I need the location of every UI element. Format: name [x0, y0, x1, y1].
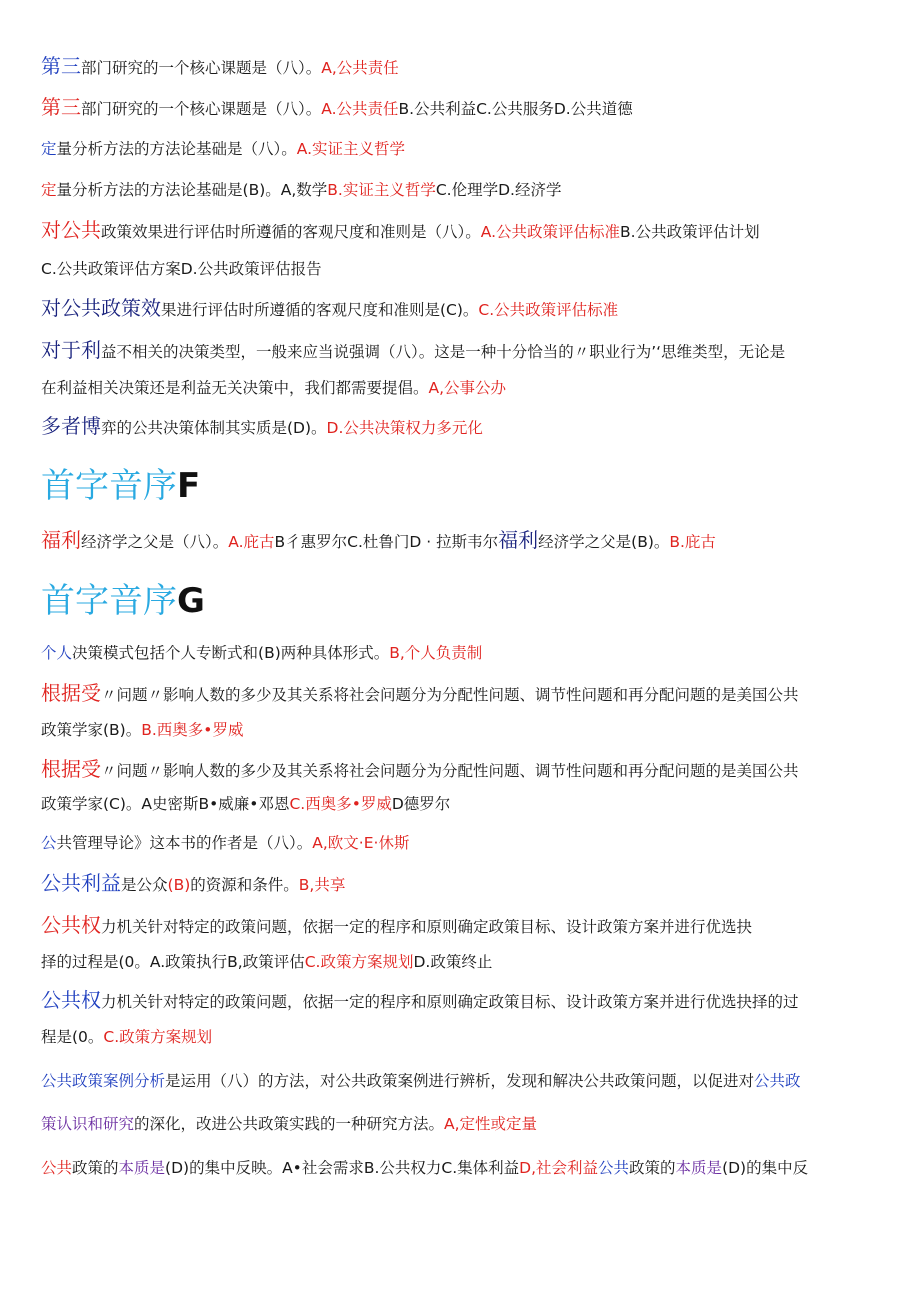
section-heading-g: 首字音序G: [41, 581, 205, 621]
question-line: 对公共政策效果进行评估时所遵循的客观尺度和准则是(C)。C.公共政策评估标准: [41, 296, 619, 320]
question-line: 择的过程是(0。A.政策执行B,政策评估C.政策方案规划D.政策终止: [41, 953, 493, 971]
question-line: 公共政策案例分析是运用（八）的方法，对公共政策案例进行辨析，发现和解决公共政策问题，以促进对公共政: [41, 1072, 801, 1090]
question-line: 根据受〃问题〃影响人数的多少及其关系将社会问题分为分配性问题、调节性问题和再分配问题的是美国公共: [41, 681, 799, 705]
question-line: 政策学家(B)。B.西奥多•罗威: [41, 721, 244, 739]
question-line: 程是(0。C.政策方案规划: [41, 1028, 213, 1046]
question-line: 对公共政策效果进行评估时所遵循的客观尺度和准则是（八）。A.公共政策评估标准B.公共政策评估计划: [41, 218, 760, 242]
question-line: 定量分析方法的方法论基础是（八）。A.实证主义哲学: [41, 140, 406, 158]
question-line: 福利经济学之父是（八）。A.庇古B彳惠罗尔C.杜鲁门D · 拉斯韦尔福利经济学之父是(B)。B.庇古: [41, 528, 716, 552]
question-line: 公共管理导论》这本书的作者是（八）。A,欧文·E·休斯: [41, 834, 410, 852]
question-line: 政策学家(C)。A史密斯B•威廉•邓恩C.西奥多•罗威D德罗尔: [41, 795, 451, 813]
question-line: 公共权力机关针对特定的政策问题，依据一定的程序和原则确定政策目标、设计政策方案并进行优选抉择的过: [41, 988, 799, 1012]
question-line: 策认识和研究的深化，改进公共政策实践的一种研究方法。A,定性或定量: [41, 1115, 538, 1133]
question-line: C.公共政策评估方案D.公共政策评估报告: [41, 260, 322, 278]
question-line: 对于利益不相关的决策类型，一般来应当说强调（八）。这是一种十分恰当的〃职业行为’‘思维类型，无论是: [41, 338, 786, 362]
question-line: 第三部门研究的一个核心课题是（八）。A,公共责任: [41, 54, 399, 78]
question-line: 个人决策模式包括个人专断式和(B)两种具体形式。B,个人负责制: [41, 644, 483, 662]
question-line: 多者博弈的公共决策体制其实质是(D)。D.公共决策权力多元化: [41, 414, 483, 438]
question-line: 公共利益是公众(B)的资源和条件。B,共享: [41, 871, 346, 895]
section-heading-f: 首字音序F: [41, 466, 201, 506]
question-line: 公共政策的本质是(D)的集中反映。A•社会需求B.公共权力C.集体利益D,社会利益公共政策的本质是(D)的集中反: [41, 1159, 809, 1177]
question-line: 定量分析方法的方法论基础是(B)。A,数学B.实证主义哲学C.伦理学D.经济学: [41, 181, 562, 199]
question-line: 根据受〃问题〃影响人数的多少及其关系将社会问题分为分配性问题、调节性问题和再分配问题的是美国公共: [41, 757, 799, 781]
question-line: 在利益相关决策还是利益无关决策中，我们都需要提倡。A,公事公办: [41, 379, 507, 397]
question-line: 公共权力机关针对特定的政策问题，依据一定的程序和原则确定政策目标、设计政策方案并进行优选抉: [41, 913, 753, 937]
question-line: 第三部门研究的一个核心课题是（八）。A.公共责任B.公共利益C.公共服务D.公共道德: [41, 95, 633, 119]
